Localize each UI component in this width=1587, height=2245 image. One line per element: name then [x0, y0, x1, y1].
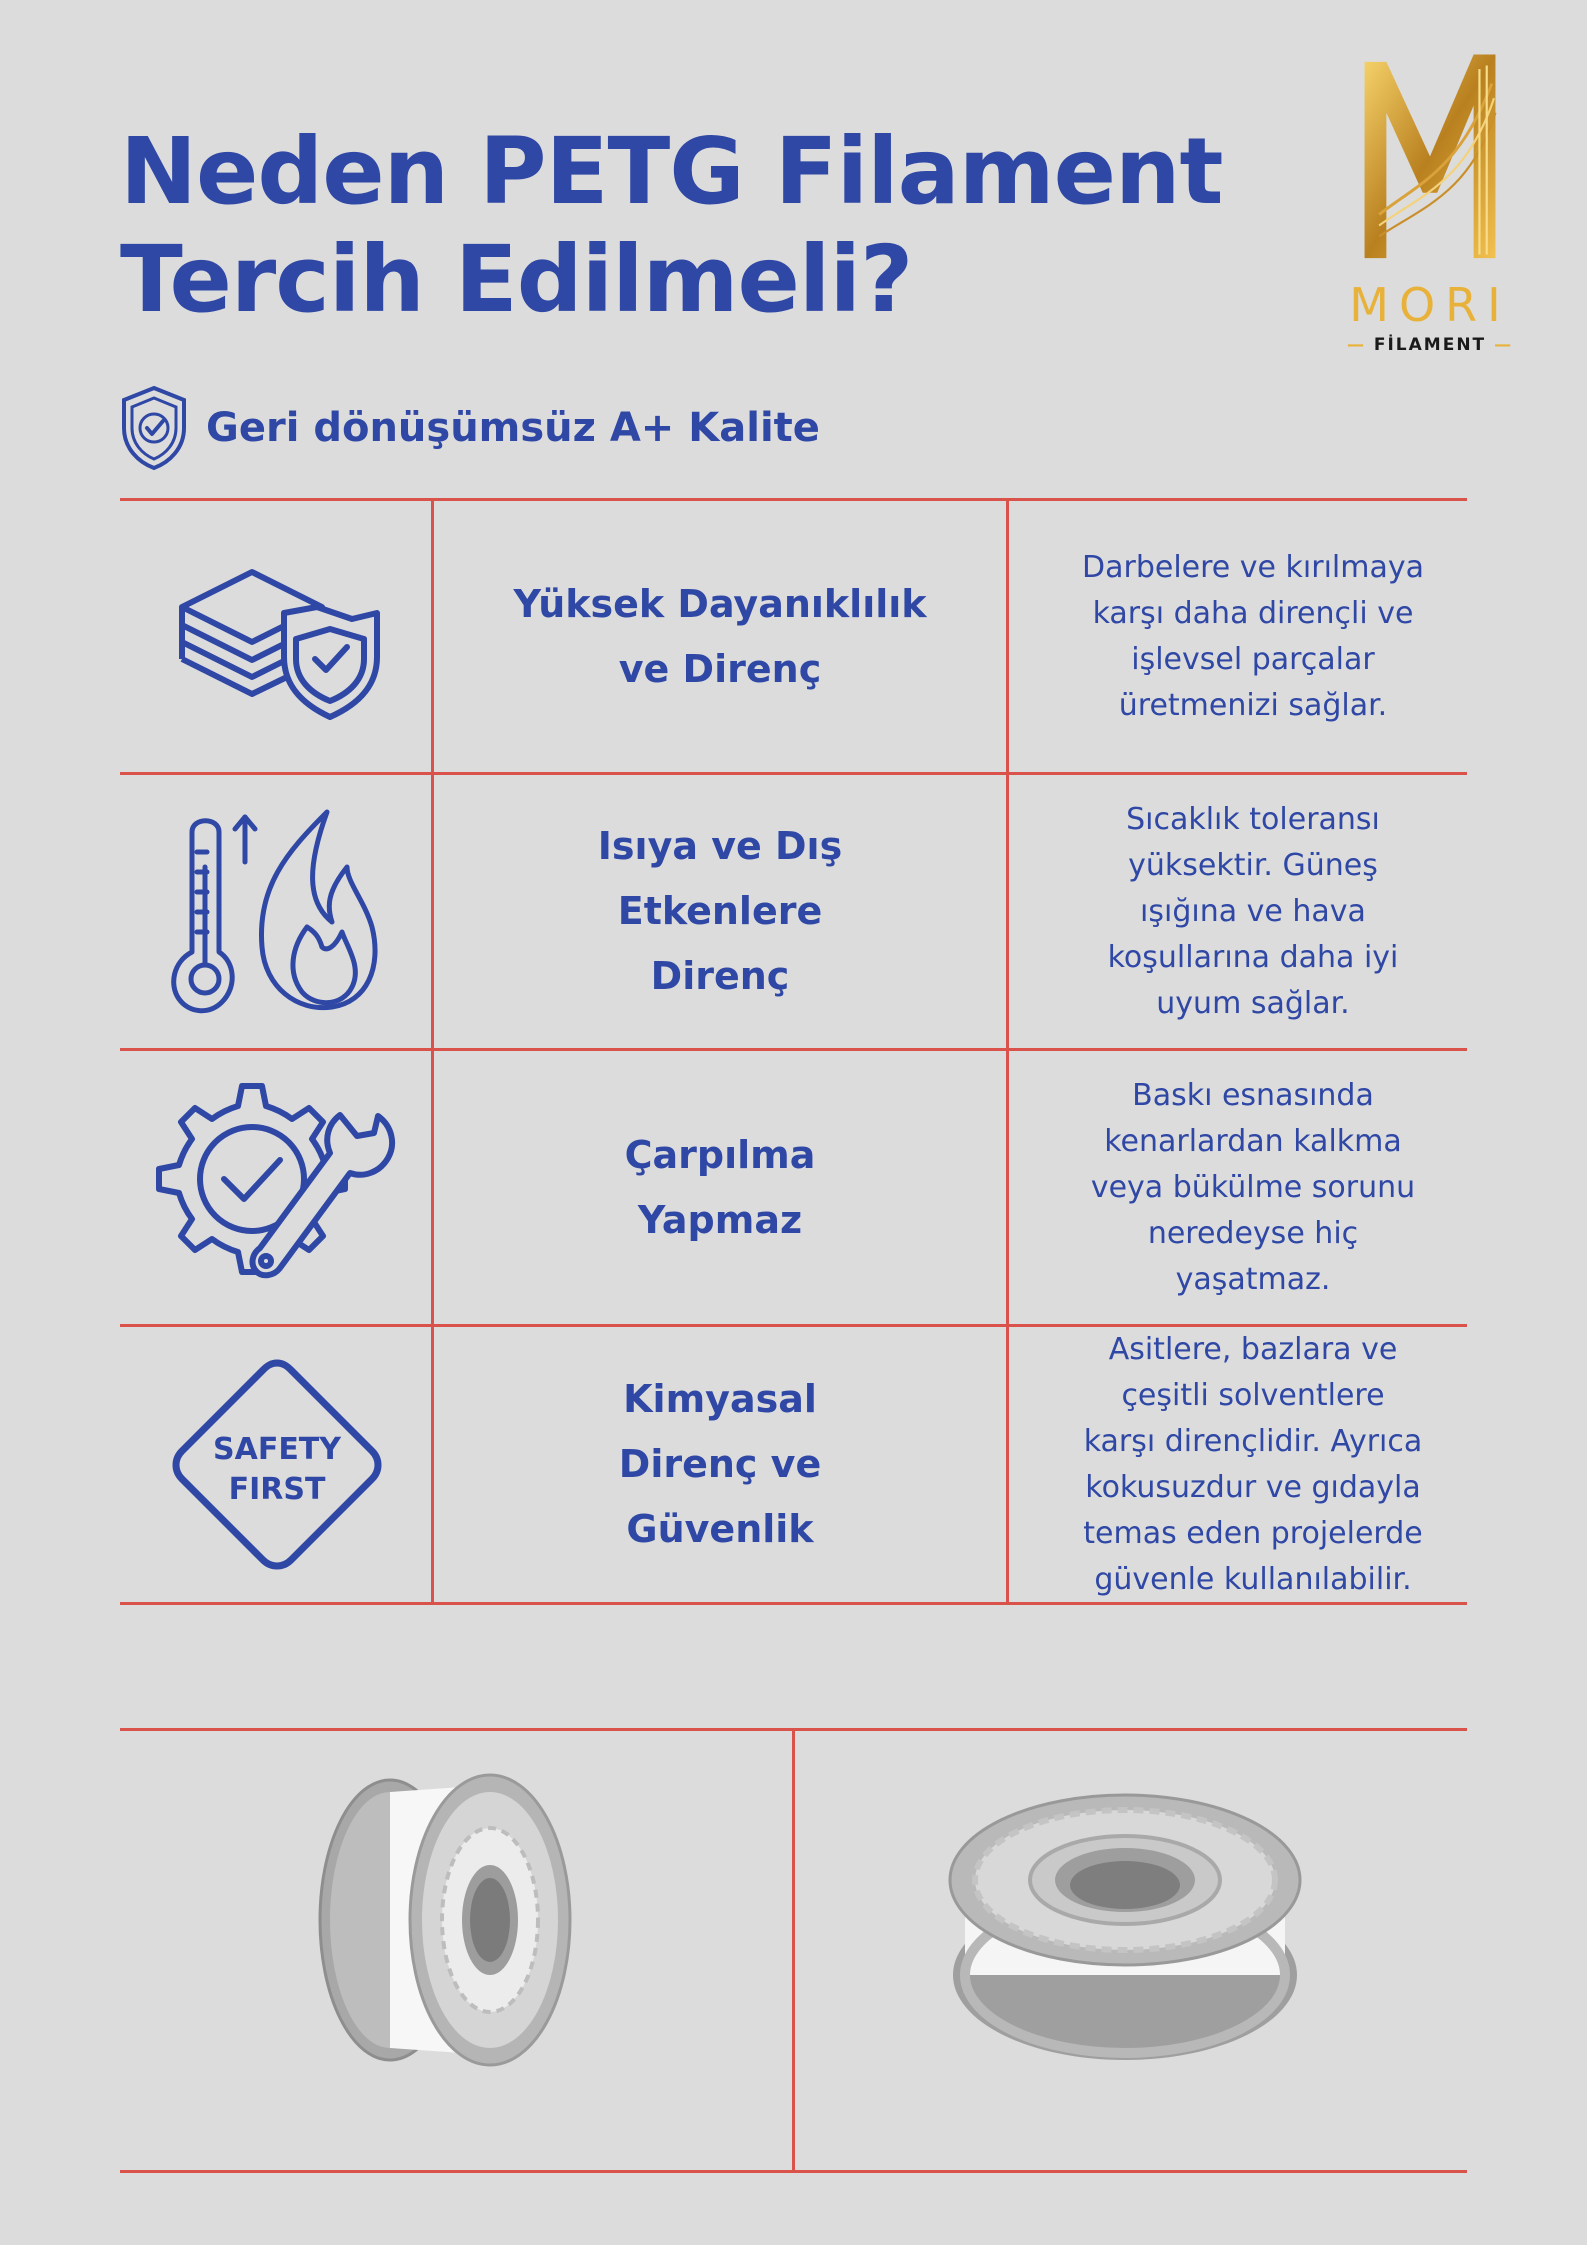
brand-sub-text: FİLAMENT — [1373, 335, 1487, 355]
page-title — [120, 118, 1222, 334]
title-line-1: Neden PETG Filament — [120, 118, 1223, 225]
safety-sign-line-1: SAFETY — [212, 1431, 341, 1467]
feature-row-1-description: Darbelere ve kırılmaya karşı daha dirençli ve işlevsel parçalar üretmenizi sağlar. — [1082, 549, 1424, 723]
feature-row-4-description: Asitlere, bazlara ve çeşitli solventlere karşı dirençlidir. Ayrıca kokusuzdur ve gıdayla temas eden projelerde güvenle kullanılabilir. — [1083, 1331, 1423, 1597]
quality-badge — [118, 384, 820, 472]
gear-wrench-check-icon — [152, 1078, 402, 1298]
filament-spool-side-image — [280, 1750, 600, 2070]
feature-row-4-title: Kimyasal Direnç ve Güvenlik — [618, 1377, 822, 1551]
brand-dash-left: — — [1346, 335, 1366, 355]
shield-check-icon — [118, 384, 190, 472]
feature-row-1-title: Yüksek Dayanıklılık ve Direnç — [513, 581, 927, 691]
safety-sign-line-2: FIRST — [228, 1471, 325, 1507]
thermometer-flame-icon — [167, 807, 387, 1017]
quality-text: Geri dönüşümsüz A+ Kalite — [206, 405, 820, 451]
mori-logo-mark-icon — [1330, 40, 1530, 280]
feature-row-1-icon — [120, 501, 433, 772]
feature-row-2-icon — [120, 775, 433, 1048]
feature-row-2-title: Isıya ve Dış Etkenlere Direnç — [597, 824, 843, 998]
feature-row-3-description: Baskı esnasında kenarlardan kalkma veya bükülme sorunu neredeyse hiç yaşatmaz. — [1090, 1077, 1416, 1297]
layers-shield-icon — [172, 547, 382, 727]
feature-row-3-icon — [120, 1051, 433, 1324]
brand-dash-right: — — [1494, 335, 1514, 355]
safety-first-sign-icon — [167, 1355, 387, 1575]
brand-name: MORI — [1349, 278, 1511, 332]
feature-row-4-icon — [120, 1327, 433, 1602]
brand-sub — [1330, 335, 1530, 355]
filament-spool-top-image — [935, 1790, 1315, 2090]
feature-row-2-description: Sıcaklık toleransı yüksektir. Güneş ışığına ve hava koşullarına daha iyi uyum sağlar. — [1107, 801, 1399, 1021]
feature-row-3-title: Çarpılma Yapmaz — [624, 1132, 816, 1242]
table-divider — [792, 1728, 795, 2173]
title-line-2: Tercih Edilmeli? — [120, 226, 913, 333]
